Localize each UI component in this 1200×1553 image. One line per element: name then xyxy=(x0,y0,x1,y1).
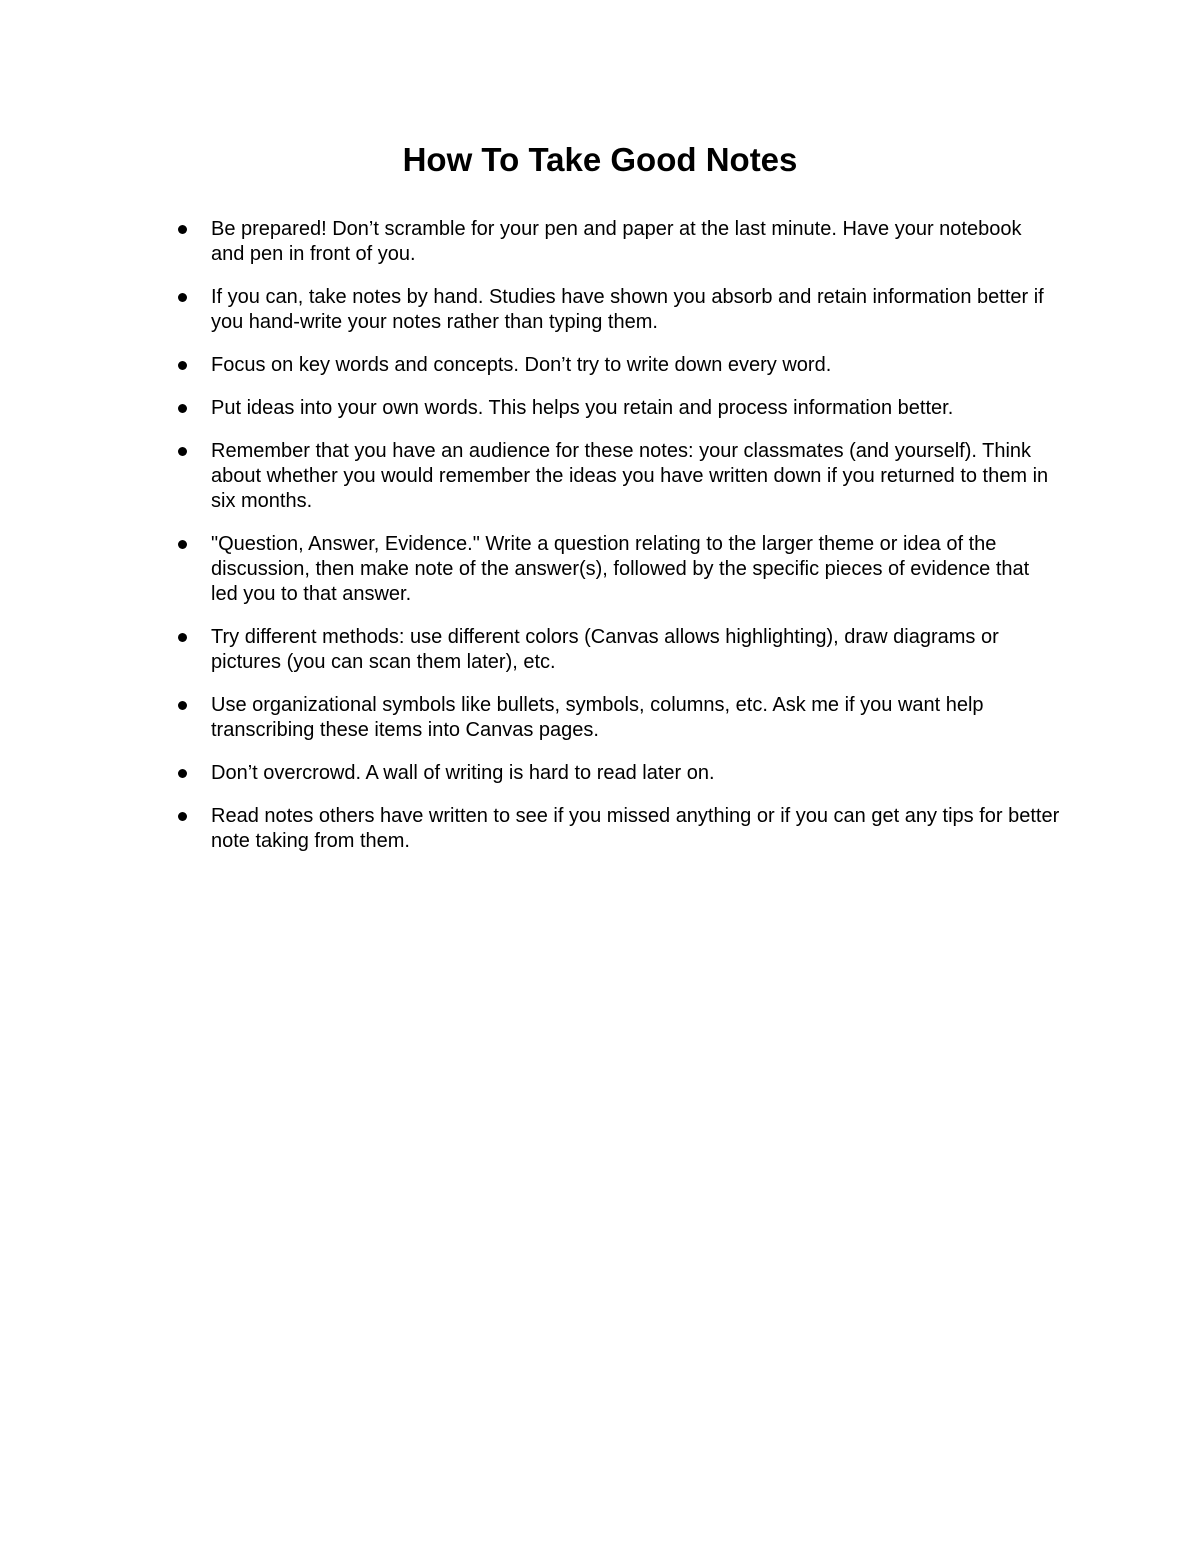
tip-text: Use organizational symbols like bullets, symbols, columns, etc. Ask me if you want help transcribing these items into Canvas pages. xyxy=(211,694,984,741)
page-title: How To Take Good Notes xyxy=(402,141,798,178)
list-item xyxy=(0,532,1200,607)
tip-text: If you can, take notes by hand. Studies have shown you absorb and retain information better if you hand-write your notes rather than typing them. xyxy=(211,286,1044,333)
tip-text: Be prepared! Don’t scramble for your pen and paper at the last minute. Have your notebook and pen in front of you. xyxy=(211,218,1022,265)
list-item xyxy=(0,439,1200,514)
list-item xyxy=(0,217,1200,267)
list-item xyxy=(0,285,1200,335)
list-item xyxy=(0,804,1200,854)
tip-text: Remember that you have an audience for these notes: your classmates (and yourself). Think about whether you would remember the ideas you have written down if you returned to them in six months. xyxy=(211,440,1049,512)
list-item xyxy=(0,761,1200,786)
bullet-icon xyxy=(178,633,187,642)
list-item xyxy=(0,625,1200,675)
bullet-icon xyxy=(178,404,187,413)
tip-text: "Question, Answer, Evidence." Write a question relating to the larger theme or idea of the discussion, then make note of the answer(s), followed by the specific pieces of evidence that led you to that answer. xyxy=(211,533,1030,605)
bullet-icon xyxy=(178,769,187,778)
tip-text: Put ideas into your own words. This helps you retain and process information better. xyxy=(211,397,954,419)
tips-list xyxy=(0,217,1200,872)
tip-text: Don’t overcrowd. A wall of writing is hard to read later on. xyxy=(211,762,715,784)
list-item xyxy=(0,353,1200,378)
tip-text: Focus on key words and concepts. Don’t try to write down every word. xyxy=(211,354,832,376)
tip-text: Try different methods: use different colors (Canvas allows highlighting), draw diagrams or pictures (you can scan them later), etc. xyxy=(211,626,999,673)
bullet-icon xyxy=(178,540,187,549)
bullet-icon xyxy=(178,701,187,710)
list-item xyxy=(0,396,1200,421)
bullet-icon xyxy=(178,361,187,370)
tip-text: Read notes others have written to see if you missed anything or if you can get any tips for better note taking from them. xyxy=(211,805,1060,852)
bullet-icon xyxy=(178,225,187,234)
bullet-icon xyxy=(178,812,187,821)
bullet-icon xyxy=(178,447,187,456)
list-item xyxy=(0,693,1200,743)
bullet-icon xyxy=(178,293,187,302)
